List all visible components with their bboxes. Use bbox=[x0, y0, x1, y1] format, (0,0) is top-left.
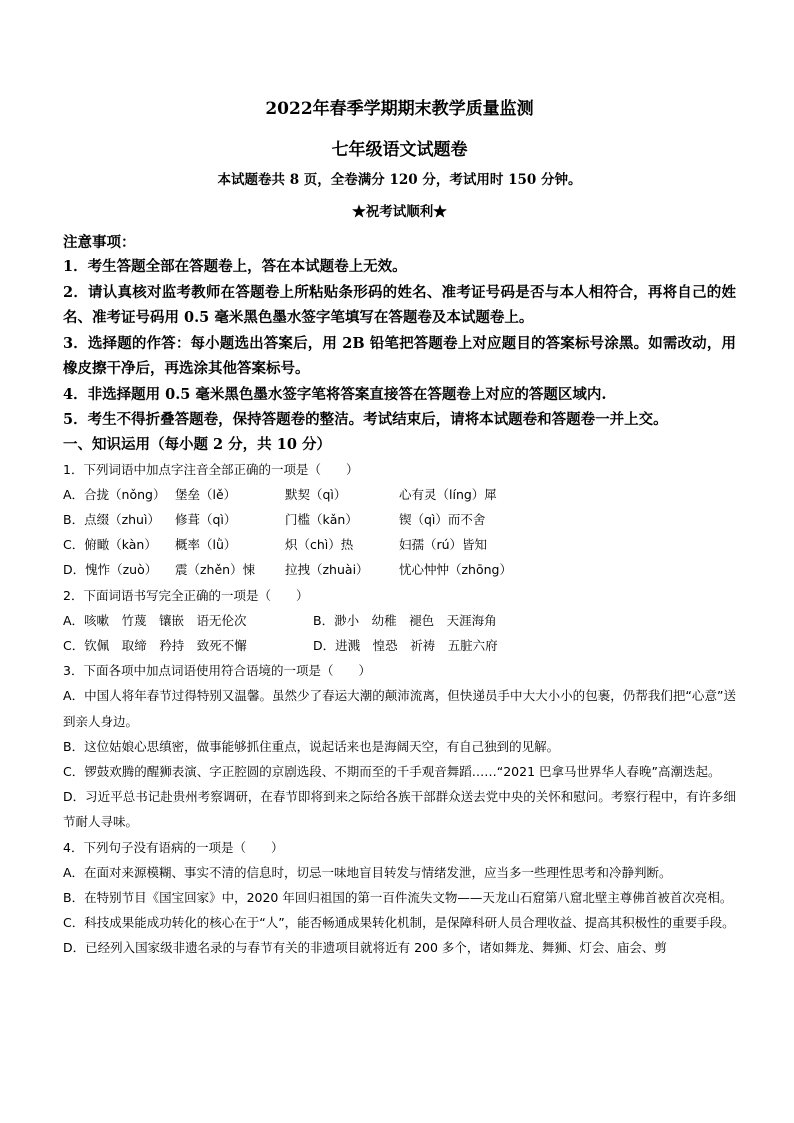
option-item: 门槛（kǎn） bbox=[285, 511, 358, 527]
option-item: A．合拢（nǒng） bbox=[63, 486, 166, 502]
good-luck-line: ★祝考试顺利★ bbox=[352, 204, 447, 220]
option-item: C．俯瞰（kàn） bbox=[63, 537, 157, 553]
question-4-option-b: B．在特别节目《国宝回家》中，2020 年回归祖国的第一百件流失文物——天龙山石窟第八窟北壁主尊佛首被首次亮相。 bbox=[63, 889, 733, 905]
question-3-stem: 3．下面各项中加点词语使用符合语境的一项是（ ） bbox=[63, 663, 371, 679]
option-item: B．点缀（zhuì） bbox=[63, 511, 160, 527]
option-item: 心有灵（líng）犀 bbox=[399, 486, 497, 502]
note-item: 1．考生答题全部在答题卷上，答在本试题卷上无效。 bbox=[63, 258, 407, 275]
option-item: 震（zhěn）悚 bbox=[175, 562, 256, 578]
note-item: 2．请认真核对监考教师在答题卷上所粘贴条形码的姓名、准考证号码是否与本人相符合，再将自己的姓名、准考证号码用 0.5 毫米黑色墨水签字笔填写在答题卷及本试题卷上。 bbox=[63, 283, 736, 326]
question-2-options-ab bbox=[63, 608, 736, 633]
option-item: 拉拽（zhuài） bbox=[285, 562, 369, 578]
option-item: 锲（qì）而不舍 bbox=[399, 511, 486, 527]
option-item: 炽（chì）热 bbox=[285, 537, 354, 553]
exam-title: 2022年春季学期期末教学质量监测 bbox=[265, 99, 534, 119]
notes-heading: 注意事项： bbox=[63, 234, 136, 251]
option-item: 忧心忡忡（zhōng） bbox=[399, 562, 512, 578]
option-item: 概率（lǜ） bbox=[175, 537, 237, 553]
option-item: D．进溅 惶恐 祈祷 五脏六府 bbox=[313, 637, 498, 653]
question-3-option-c: C．锣鼓欢腾的醒狮表演、字正腔圆的京剧选段、不期而至的千手观音舞蹈……“2021 巴拿马世界华人春晚”高潮迭起。 bbox=[63, 763, 721, 779]
question-2-stem: 2．下面词语书写完全正确的一项是（ ） bbox=[63, 587, 309, 603]
note-item: 5．考生不得折叠答题卷，保持答题卷的整洁。考试结束后，请将本试题卷和答题卷一并上交。 bbox=[63, 411, 668, 428]
question-4-option-d: D．已经列入国家级非遗名录的与春节有关的非遗项目就将近有 200 多个，诸如舞龙、舞狮、灯会、庙会、剪 bbox=[63, 940, 667, 956]
section-title: 一、知识运用（每小题 2 分，共 10 分） bbox=[63, 435, 331, 453]
question-3-option-b: B．这位姑娘心思缜密，做事能够抓住重点，说起话来也是海阔天空，有自己独到的见解。 bbox=[63, 738, 560, 754]
option-item: 默契（qì） bbox=[285, 486, 347, 502]
question-2-options-cd bbox=[63, 633, 736, 658]
question-1-option-b bbox=[63, 507, 736, 532]
option-item: 妇孺（rú）皆知 bbox=[399, 537, 488, 553]
exam-subtitle: 七年级语文试题卷 bbox=[331, 140, 468, 160]
question-1-option-d bbox=[63, 557, 736, 582]
exam-info: 本试题卷共 8 页，全卷满分 120 分，考试用时 150 分钟。 bbox=[217, 172, 582, 188]
question-1-option-c bbox=[63, 532, 736, 557]
option-item: A．咳嗽 竹蔑 镶嵌 语无伦次 bbox=[63, 612, 247, 628]
question-1-option-a bbox=[63, 482, 736, 507]
question-3-option-a: A．中国人将年春节过得特别又温馨。虽然少了春运大潮的颠沛流离，但快递员手中大大小小的包裹，仍帮我们把“心意”送到亲人身边。 bbox=[63, 688, 736, 729]
option-item: 堡垒（lě） bbox=[175, 486, 237, 502]
note-item: 4．非选择题用 0.5 毫米黑色墨水签字笔将答案直接答在答题卷上对应的答题区域内. bbox=[63, 385, 607, 403]
note-item: 3．选择题的作答：每小题选出答案后，用 2B 铅笔把答题卷上对应题目的答案标号涂黑。如需改动，用橡皮擦干净后，再选涂其他答案标号。 bbox=[63, 334, 736, 377]
option-item: D．愧怍（zuò） bbox=[63, 562, 158, 578]
option-item: 修葺（qì） bbox=[175, 511, 237, 527]
question-4-option-c: C．科技成果能成功转化的核心在于“人”，能否畅通成果转化机制，是保障科研人员合理收益、提高其积极性的重要手段。 bbox=[63, 915, 735, 931]
option-item: B．渺小 幼稚 褪色 天涯海角 bbox=[313, 612, 497, 628]
question-4-stem: 4．下列句子没有语病的一项是（ ） bbox=[63, 839, 284, 855]
option-item: C．钦佩 取缔 矜持 致死不懈 bbox=[63, 637, 247, 653]
question-3-option-d: D．习近平总书记赴贵州考察调研，在春节即将到来之际给各族干部群众送去党中央的关怀和慰问。考察行程中，有许多细节耐人寻味。 bbox=[63, 789, 736, 830]
question-1-stem: 1．下列词语中加点字注音全部正确的一项是（ ） bbox=[63, 461, 359, 477]
question-4-option-a: A．在面对来源模糊、事实不清的信息时，切忌一味地盲目转发与情绪发泄，应当多一些理性思考和冷静判断。 bbox=[63, 864, 672, 880]
